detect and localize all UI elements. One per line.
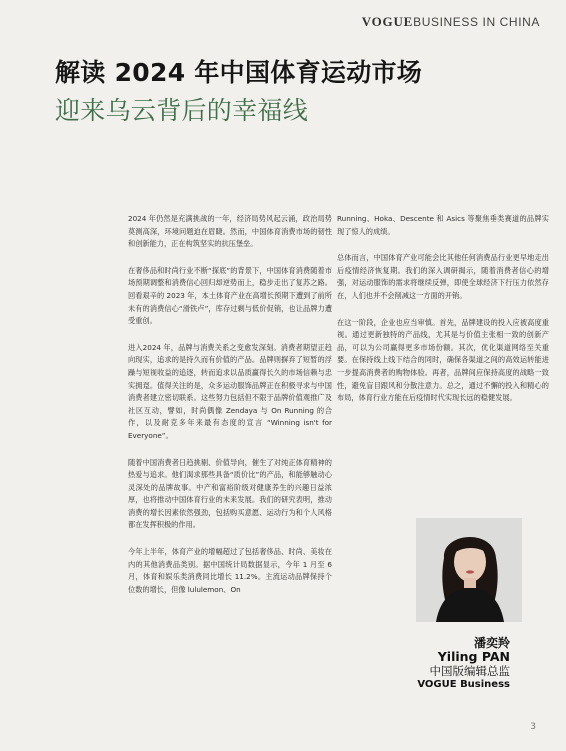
paragraph: Running、Hoka、Descente 和 Asics 等聚焦垂类赛道的品牌实现了惊人的成绩。 [337, 214, 549, 236]
paragraph: 随着中国消费者日趋挑剔、价值导向，催生了对纯正体育精神的热爱与追求。他们渴求那些具备“质价比”的产品，和能够触动心灵深处的品牌故事。中产和富裕阶级对健康养生的兴趣日益浓厚，也将推动中国体育行业的未来发展。我们的研究表明，推动消费的增长因素依然强劲，包括购买意愿、运动行为和个人风格都在发挥积极的作用。 [128, 457, 332, 530]
brand-vogue: VOGUE [361, 14, 414, 29]
paragraph: 总体而言，中国体育产业可能会比其他任何消费品行业更早地走出后疫情经济恢复期。我们的深入调研揭示，随着消费者信心的增强，对运动服饰的需求将继续反弹，即使全球经济下行压力依然存在，人们也并不会削减这一方面的开销。 [337, 253, 549, 300]
author-caption [417, 636, 510, 692]
paragraph: 今年上半年，体育产业的增幅超过了包括奢侈品、时尚、美妆在内的其他消费品类别。据中国统计局数据显示，今年 1 月至 6 月，体育和娱乐类消费同比增长 11.2%。主流运动品牌保持个位数的增长，但像 lululemon、On [128, 547, 332, 594]
right-column [337, 213, 549, 419]
author-role-cn: 中国版编辑总监 [429, 664, 510, 678]
author-name-cn: 潘奕羚 [473, 636, 510, 650]
page-number: 3 [530, 722, 536, 732]
article-title: 解读 2024 年中国体育运动市场 [55, 58, 423, 87]
paragraph: 在奢侈品和时尚行业不断“探底”的背景下，中国体育消费随着市场预期调整和消费信心回归却逆势而上，稳步走出了复苏之路。回看艰辛的 2023 年，本土体育产业在高增长预期下遭到了前所未有的消费信心“滑铁卢”，库存过剩与低价促销，也让品牌力遭受重创。 [128, 265, 332, 326]
author-role-en: VOGUE Business [417, 679, 510, 690]
article-subtitle: 迎来乌云背后的幸福线 [55, 96, 309, 125]
paragraph: 2024 年仍然是充满挑战的一年，经济局势风起云涌，政治局势莫测高深，环境问题迫在眉睫。然而，中国体育消费市场的韧性和创新能力，正在构筑坚实的抗压堡垒。 [128, 214, 332, 249]
author-name-en: Yiling PAN [437, 649, 510, 664]
paragraph: 在这一阶段，企业也应当审慎。首先，品牌建设的投入应被高度重视。通过更新独特的产品线，尤其是与价值主张相一致的创新产品，可以为公司赢得更多市场份额。其次，优化渠道网络至关重要。在保持线上线下结合的同时，确保各渠道之间的高效运转能进一步提高消费者的购物体验。再者，品牌间应保持高度的战略一致性，避免盲目跟风和分散注意力。总之，通过不懈的投入和精心的布局，体育行业方能在后疫情时代实现长远的稳健发展。 [337, 317, 549, 403]
left-column [128, 213, 332, 610]
paragraph: 进入2024 年，品牌与消费关系之变愈发深刻。消费者期望正趋向现实，追求的是持久而有价值的产品。品牌则摒弃了短暂的浮躁与短视收益的追逐，转而追求以品质赢得长久的市场信赖与忠实拥趸。值得关注的是，众多运动服饰品牌正在积极寻求与中国消费者建立密切联系。这些努力包括但不限于品牌价值观推广及社区互动，譬如，时尚偶像 Zendaya 与 On Running 的合作，以及耐克多年来最有态度的宣言 “Winning isn't for Everyone”。 [128, 342, 332, 440]
author-photo [416, 518, 522, 622]
brand-rest: BUSINESS IN CHINA [413, 15, 540, 29]
brand-header [362, 14, 540, 30]
